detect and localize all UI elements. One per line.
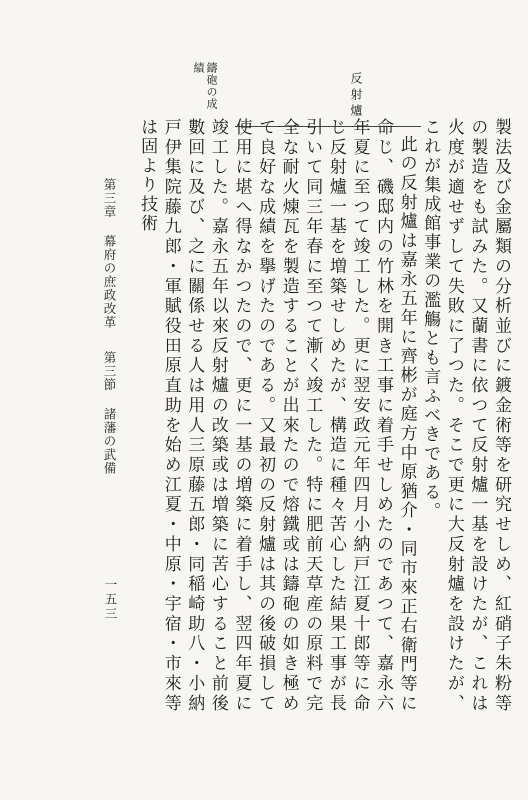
side-note-line-1: 鑄砲の成 (205, 62, 218, 110)
running-header: 反射爐 (349, 72, 363, 120)
footer-chapter-number: 第三章 (102, 178, 117, 219)
page-number: 一五三 (103, 578, 118, 622)
footer-chapter (100, 178, 118, 475)
footer-section-title: 諸藩の武備 (102, 407, 117, 475)
body-text (137, 118, 512, 713)
body-paragraph-continued: 製法及び金屬類の分析並びに鍍金術等を研究せしめ、紅硝子朱粉等の製造をも試みた。又蘭書に依つて反射爐一基を設けたが、これは火度が適せずして失敗に了つた。そこで更に大反射爐を設けたが、これが集成館事業の濫觴とも言ふべきである。 (420, 118, 511, 713)
footer-section-number: 第三節 (102, 351, 117, 392)
footer-chapter-title: 幕府の庶政改革 (102, 234, 117, 329)
body-paragraph: 此の反射爐は嘉永五年に齊彬が庭方中原猶介・同市來正右衛門等に命じ、磯邸内の竹林を開き工事に着手せしめたのであつて、嘉永六年夏に至つて竣工した。更に翌安政元年四月小納戸江夏十郎等に命じ反射爐一基を増築せしめたが、構造に種々苦心した結果工事が長引いて同三年春に至つて漸く竣工した。特に肥前天草産の原料で完全な耐火煉瓦を製造することが出來たので熔鐵或は鑄砲の如き極めて良好な成績を擧げたのである。又最初の反射爐は其の後破損して使用に堪へ得なかつたので、更に一基の増築に着手し、翌四年夏に竣工した。嘉永五年以來反射爐の改築或は増築に苦心すること前後數回に及び、之に關係せる人は用人三原藤五郎・同稲崎助八・小納戸伊集院藤九郎・軍賦役田原直助を始め江夏・中原・宇宿・市來等は固より技術 (137, 118, 417, 713)
side-note-line-2: 績 (192, 62, 205, 74)
